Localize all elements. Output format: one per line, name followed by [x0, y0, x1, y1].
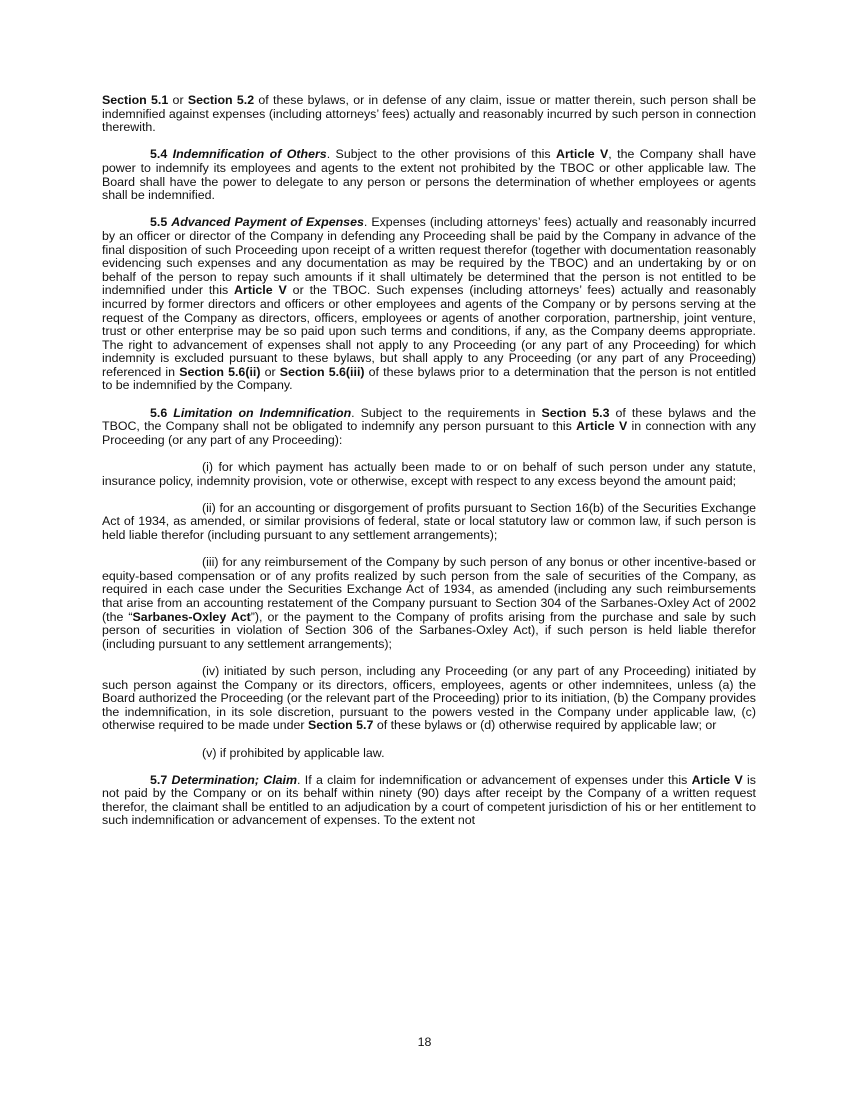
paragraph-5-7 — [102, 774, 756, 828]
body-text: (iii) for any reimbursement of the Company by such person of any bonus or other incentive-based or equity-based compensation or of any profits realized by such person from the sale of securities of the Company, as required in each case under the Securities Exchange Act of 1934, as amended (including any such reimbursements that arise from an accounting restatement of the Company pursuant to Section 304 of the Sarbanes-Oxley Act of 2002 (the “ — [102, 555, 756, 624]
emphasis-text: Section 5.6(iii) — [279, 364, 365, 379]
section-heading: Determination; Claim — [171, 772, 298, 787]
emphasis-text: 5.5 — [150, 215, 172, 230]
paragraph-5-6-ii — [102, 502, 756, 543]
emphasis-text: Section 5.3 — [541, 405, 610, 420]
body-text: or — [260, 364, 280, 379]
body-text: . Expenses (including attorneys’ fees) actually and reasonably incurred by an officer or director of the Company in defending any Proceeding shall be paid by the Company in advance of the final disposition of such Proceeding upon receipt of a written request therefor (together with documentation reasonably evidencing such expenses and any documentation as may be required by the TBOC) and an undertaking by or on behalf of the person to repay such amounts if it shall ultimately be determined that the person is not entitled to be indemnified under this — [102, 215, 757, 298]
body-text: of these bylaws prior to a determination that the person is not entitled to be indemnified by the Company. — [102, 364, 757, 393]
emphasis-text: Sarbanes-Oxley Act — [132, 609, 251, 624]
body-text: is not paid by the Company or on its behalf within ninety (90) days after receipt by the Company of a written request therefor, the claimant shall be entitled to an adjudication by a court of competent jurisdiction of his or her entitlement to such indemnification or advancement of expenses. To the extent not — [102, 772, 756, 828]
section-heading: Limitation on Indemnification — [173, 405, 352, 420]
paragraph-continuation — [102, 94, 756, 135]
emphasis-text: Article V — [234, 283, 287, 298]
paragraph-5-5 — [102, 216, 756, 393]
emphasis-text: Section 5.1 — [102, 93, 169, 107]
emphasis-text: Article V — [556, 147, 609, 162]
body-text: or — [168, 93, 188, 107]
body-text: (iv) initiated by such person, including any Proceeding (or any part of any Proceeding) initiated by such person against the Company or its directors, officers, employees, agents or other indemnitees, unless (a) the Board authorized the Proceeding (or the relevant part of the Proceeding) prior to its initiation, (b) the Company provides the indemnification, in its sole discretion, pursuant to the powers vested in the Company under applicable law, (c) otherwise required to be made under — [102, 663, 756, 733]
emphasis-text: Section 5.2 — [187, 93, 255, 107]
emphasis-text: 5.6 — [150, 405, 174, 420]
body-text: or the TBOC. Such expenses (including attorneys’ fees) actually and reasonably incurred by former directors and officers or other employees and agents of the Company or by persons serving at the request of the Company as directors, officers, employees or agents of another corporation, partnership, joint venture, trust or other enterprise may be so paid upon such terms and conditions, if any, as the Company deems appropriate. The right to advancement of expenses shall not apply to any Proceeding (or any part of any Proceeding) for which indemnity is excluded pursuant to these bylaws, but shall apply to any Proceeding (or any part of any Proceeding) referenced in — [102, 283, 756, 379]
emphasis-text: Section 5.7 — [307, 718, 374, 733]
body-text: ”), or the payment to the Company of profits arising from the purchase and sale by such person of securities in violation of Section 306 of the Sarbanes-Oxley Act), if such person is held liable therefor (including pursuant to any settlement arrangements); — [102, 609, 756, 651]
paragraph-5-6-iii — [102, 556, 756, 651]
body-text: (v) if prohibited by applicable law. — [202, 745, 385, 760]
body-text: (ii) for an accounting or disgorgement of profits pursuant to Section 16(b) of the Securities Exchange Act of 1934, as amended, or similar provisions of federal, state or local statutory law or common law, if such person is held liable therefor (including pursuant to any settlement arrangements); — [102, 500, 756, 542]
paragraph-5-6-i — [102, 461, 756, 488]
body-text: of these bylaws and the TBOC, the Company shall not be obligated to indemnify any person pursuant to this — [102, 405, 757, 434]
paragraph-5-6 — [102, 407, 756, 448]
section-heading: Advanced Payment of Expenses — [171, 215, 364, 230]
document-page — [102, 94, 756, 842]
body-text: of these bylaws or (d) otherwise required by applicable law; or — [373, 718, 717, 733]
body-text: . Subject to the other provisions of this — [326, 147, 557, 162]
emphasis-text: Article V — [576, 419, 628, 434]
paragraph-5-4 — [102, 148, 756, 202]
section-heading: Indemnification of Others — [172, 147, 327, 162]
emphasis-text: 5.4 — [150, 147, 173, 162]
paragraph-5-6-iv — [102, 665, 756, 733]
page-number: 18 — [417, 1035, 432, 1049]
body-text: . Subject to the requirements in — [351, 405, 542, 420]
emphasis-text: Section 5.6(ii) — [179, 364, 261, 379]
body-text: of these bylaws, or in defense of any claim, issue or matter therein, such person shall be indemnified against expenses (including attorneys’ fees) actually and reasonably incurred by such person in connection therewith. — [102, 93, 757, 135]
emphasis-text: Article V — [691, 772, 743, 787]
body-text: in connection with any Proceeding (or any part of any Proceeding): — [102, 419, 756, 447]
paragraph-5-6-v — [102, 747, 756, 761]
body-text: . If a claim for indemnification or advancement of expenses under this — [297, 772, 692, 787]
body-text: , the Company shall have power to indemnify its employees and agents to the extent not prohibited by the TBOC or other applicable law. The Board shall have the power to delegate to any person or persons the determination of whether employees or agents shall be indemnified. — [102, 147, 756, 203]
body-text: (i) for which payment has actually been made to or on behalf of such person under any statute, insurance policy, indemnity provision, vote or otherwise, except with respect to any excess beyond the amount paid; — [102, 460, 756, 488]
emphasis-text: 5.7 — [150, 772, 172, 787]
